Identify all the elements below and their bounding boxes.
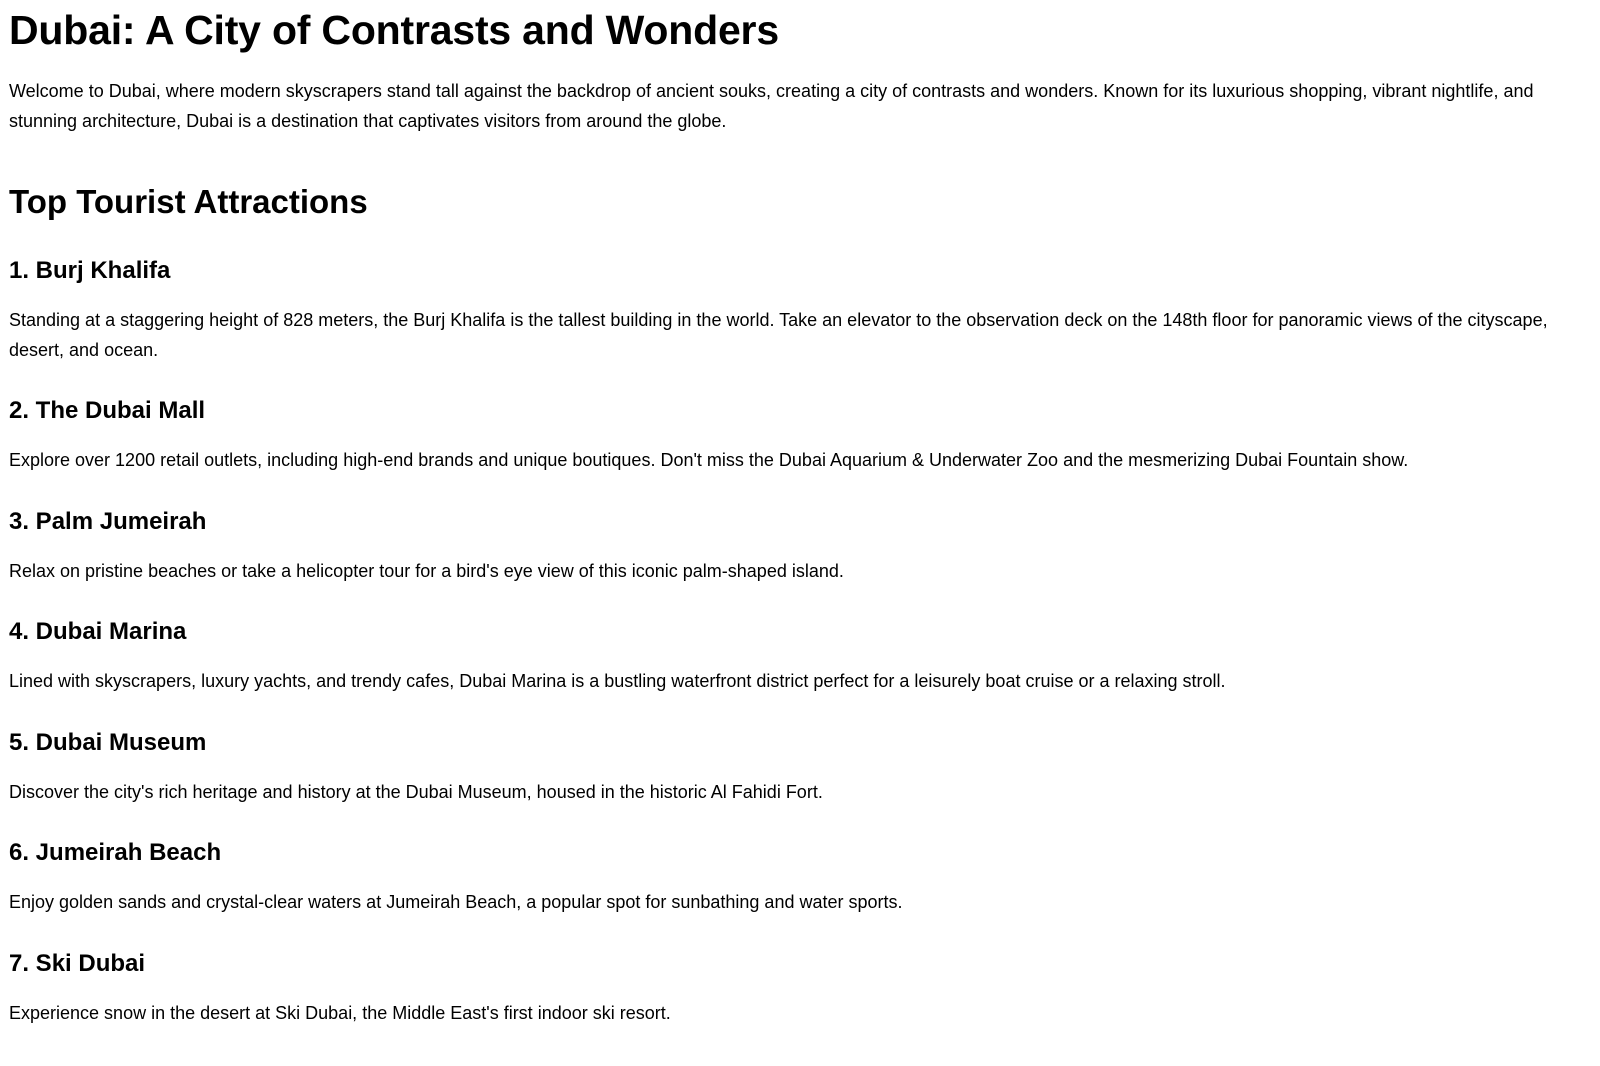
- attraction-ski-dubai: [9, 949, 1591, 1029]
- attraction-burj-khalifa: [9, 259, 1591, 365]
- attraction-title: 3. Palm Jumeirah: [9, 507, 207, 535]
- section-title-attractions: Top Tourist Attractions: [9, 183, 368, 220]
- attraction-description: Experience snow in the desert at Ski Dubai, the Middle East's first indoor ski resort.: [9, 1002, 671, 1023]
- attraction-dubai-mall: [9, 399, 1591, 476]
- attraction-dubai-marina: [9, 620, 1591, 697]
- attraction-description: Explore over 1200 retail outlets, including high-end brands and unique boutiques. Don't miss the Dubai Aquarium & Underwater Zoo and the mesmerizing Dubai Fountain show.: [9, 450, 1409, 470]
- attraction-description: Discover the city's rich heritage and history at the Dubai Museum, housed in the historic Al Fahidi Fort.: [9, 781, 823, 802]
- attraction-description: Relax on pristine beaches or take a helicopter tour for a bird's eye view of this iconic palm-shaped island.: [9, 560, 844, 581]
- attraction-title: 1. Burj Khalifa: [9, 257, 171, 284]
- attractions-list: [9, 259, 1591, 1028]
- attraction-title: 4. Dubai Marina: [9, 618, 187, 645]
- intro-paragraph: Welcome to Dubai, where modern skyscrapers stand tall against the backdrop of ancient souks, creating a city of contrasts and wonders. Known for its luxurious shopping, vibrant nightlife, and stunning architecture, Dubai is a destination that captivates visitors from around the globe.: [9, 81, 1534, 131]
- attraction-title: 6. Jumeirah Beach: [9, 839, 222, 866]
- attraction-description: Standing at a staggering height of 828 meters, the Burj Khalifa is the tallest building in the world. Take an elevator to the observation deck on the 148th floor for panoramic views of the cityscape, desert, and ocean.: [9, 310, 1548, 360]
- attraction-title: 7. Ski Dubai: [9, 949, 146, 977]
- attraction-title: 2. The Dubai Mall: [9, 397, 206, 424]
- page-title: Dubai: A City of Contrasts and Wonders: [9, 7, 779, 53]
- attraction-jumeirah-beach: [9, 841, 1591, 918]
- attraction-title: 5. Dubai Museum: [9, 728, 207, 756]
- attraction-dubai-museum: [9, 728, 1591, 808]
- attraction-description: Enjoy golden sands and crystal-clear waters at Jumeirah Beach, a popular spot for sunbathing and water sports.: [9, 892, 903, 912]
- attraction-description: Lined with skyscrapers, luxury yachts, and trendy cafes, Dubai Marina is a bustling waterfront district perfect for a leisurely boat cruise or a relaxing stroll.: [9, 671, 1226, 691]
- attraction-palm-jumeirah: [9, 507, 1591, 587]
